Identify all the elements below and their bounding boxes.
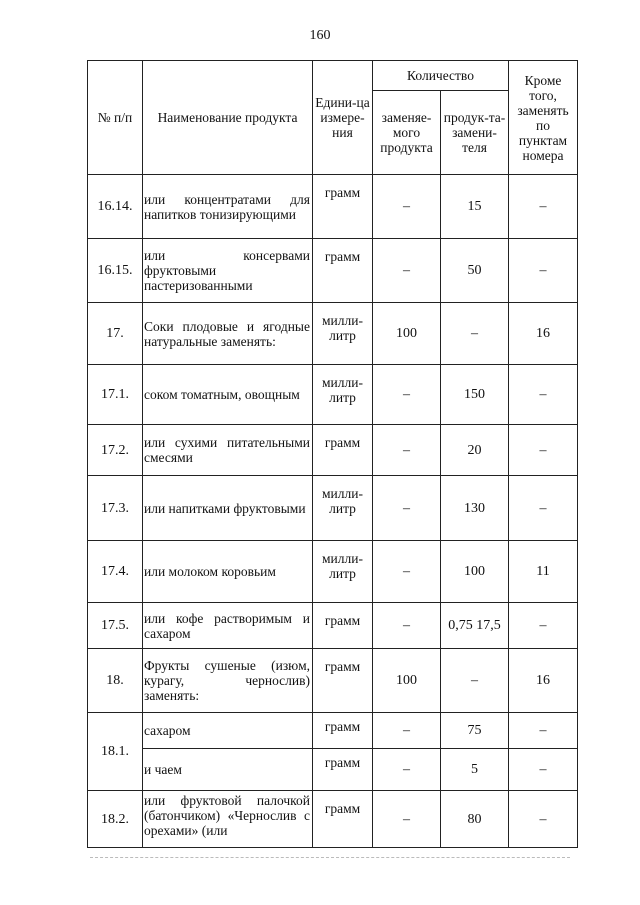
table-row [88, 365, 578, 425]
replaced-quantity: – [373, 365, 441, 425]
product-name: или сухими питательными смесями [143, 425, 313, 476]
product-name: или консервами фруктовыми пастеризованными [143, 239, 313, 303]
extra-items: 16 [509, 649, 578, 713]
replacement-quantity: 100 [441, 541, 509, 603]
unit: грамм [313, 175, 373, 239]
product-name: Соки плодовые и ягодные натуральные заменять: [143, 303, 313, 365]
replaced-quantity: – [373, 476, 441, 541]
unit: грамм [313, 239, 373, 303]
unit: грамм [313, 425, 373, 476]
replacement-quantity: 75 [441, 713, 509, 749]
extra-items: 11 [509, 541, 578, 603]
extra-items: – [509, 239, 578, 303]
unit: милли-литр [313, 476, 373, 541]
table-row [88, 649, 578, 713]
unit: грамм [313, 791, 373, 848]
table-row [88, 476, 578, 541]
replacement-quantity: 50 [441, 239, 509, 303]
bottom-divider [90, 857, 570, 858]
product-name: или напитками фруктовыми [143, 476, 313, 541]
extra-items: – [509, 365, 578, 425]
replacement-quantity: 0,75 17,5 [441, 603, 509, 649]
product-name: соком томатным, овощным [143, 365, 313, 425]
replaced-quantity: – [373, 791, 441, 848]
replaced-quantity: 100 [373, 649, 441, 713]
row-number: 17. [88, 303, 143, 365]
replaced-quantity: – [373, 175, 441, 239]
product-name: или фруктовой палочкой (батончиком) «Чернослив с орехами» (или [143, 791, 313, 848]
extra-items: 16 [509, 303, 578, 365]
extra-items: – [509, 175, 578, 239]
extra-items: – [509, 713, 578, 749]
row-number: 18. [88, 649, 143, 713]
product-replacement-table [87, 60, 578, 848]
product-name: сахаром [143, 713, 313, 749]
table-row [88, 713, 578, 749]
table-row [88, 749, 578, 791]
table-row [88, 603, 578, 649]
extra-items: – [509, 476, 578, 541]
replacement-quantity: 80 [441, 791, 509, 848]
unit: грамм [313, 603, 373, 649]
header-extra-items: Кроме того, заменять по пунктам номера [509, 61, 578, 175]
replacement-quantity: 130 [441, 476, 509, 541]
row-number: 18.1. [88, 713, 143, 791]
header-product-name: Наименование продукта [143, 61, 313, 175]
header-quantity: Количество [373, 61, 509, 91]
replacement-quantity: 15 [441, 175, 509, 239]
unit: милли-литр [313, 303, 373, 365]
row-number: 17.2. [88, 425, 143, 476]
product-name: или концентратами для напитков тонизирующими [143, 175, 313, 239]
table-row [88, 425, 578, 476]
extra-items: – [509, 425, 578, 476]
row-number: 18.2. [88, 791, 143, 848]
product-name: и чаем [143, 749, 313, 791]
row-number: 17.5. [88, 603, 143, 649]
product-name: или молоком коровьим [143, 541, 313, 603]
unit: грамм [313, 713, 373, 749]
row-number: 17.1. [88, 365, 143, 425]
unit: грамм [313, 749, 373, 791]
extra-items: – [509, 749, 578, 791]
replaced-quantity: – [373, 541, 441, 603]
header-replaced-product: заменяе-мого продукта [373, 91, 441, 175]
row-number: 16.14. [88, 175, 143, 239]
extra-items: – [509, 791, 578, 848]
replacement-quantity: 20 [441, 425, 509, 476]
header-number: № п/п [88, 61, 143, 175]
replaced-quantity: – [373, 239, 441, 303]
replacement-quantity: 5 [441, 749, 509, 791]
table-row [88, 541, 578, 603]
replacement-quantity: – [441, 303, 509, 365]
unit: грамм [313, 649, 373, 713]
page-number: 160 [309, 28, 331, 43]
replaced-quantity: – [373, 749, 441, 791]
table-row [88, 791, 578, 848]
unit: милли-литр [313, 541, 373, 603]
replaced-quantity: – [373, 425, 441, 476]
unit: милли-литр [313, 365, 373, 425]
header-unit: Едини-ца измере-ния [313, 61, 373, 175]
replacement-quantity: – [441, 649, 509, 713]
table-row [88, 303, 578, 365]
replacement-quantity: 150 [441, 365, 509, 425]
row-number: 16.15. [88, 239, 143, 303]
replaced-quantity: – [373, 713, 441, 749]
row-number: 17.4. [88, 541, 143, 603]
product-name: или кофе растворимым и сахаром [143, 603, 313, 649]
replaced-quantity: 100 [373, 303, 441, 365]
row-number: 17.3. [88, 476, 143, 541]
table-row [88, 239, 578, 303]
replaced-quantity: – [373, 603, 441, 649]
table-row [88, 175, 578, 239]
header-replacement-product: продук-та-замени-теля [441, 91, 509, 175]
extra-items: – [509, 603, 578, 649]
product-name: Фрукты сушеные (изюм, курагу, чернослив) заменять: [143, 649, 313, 713]
